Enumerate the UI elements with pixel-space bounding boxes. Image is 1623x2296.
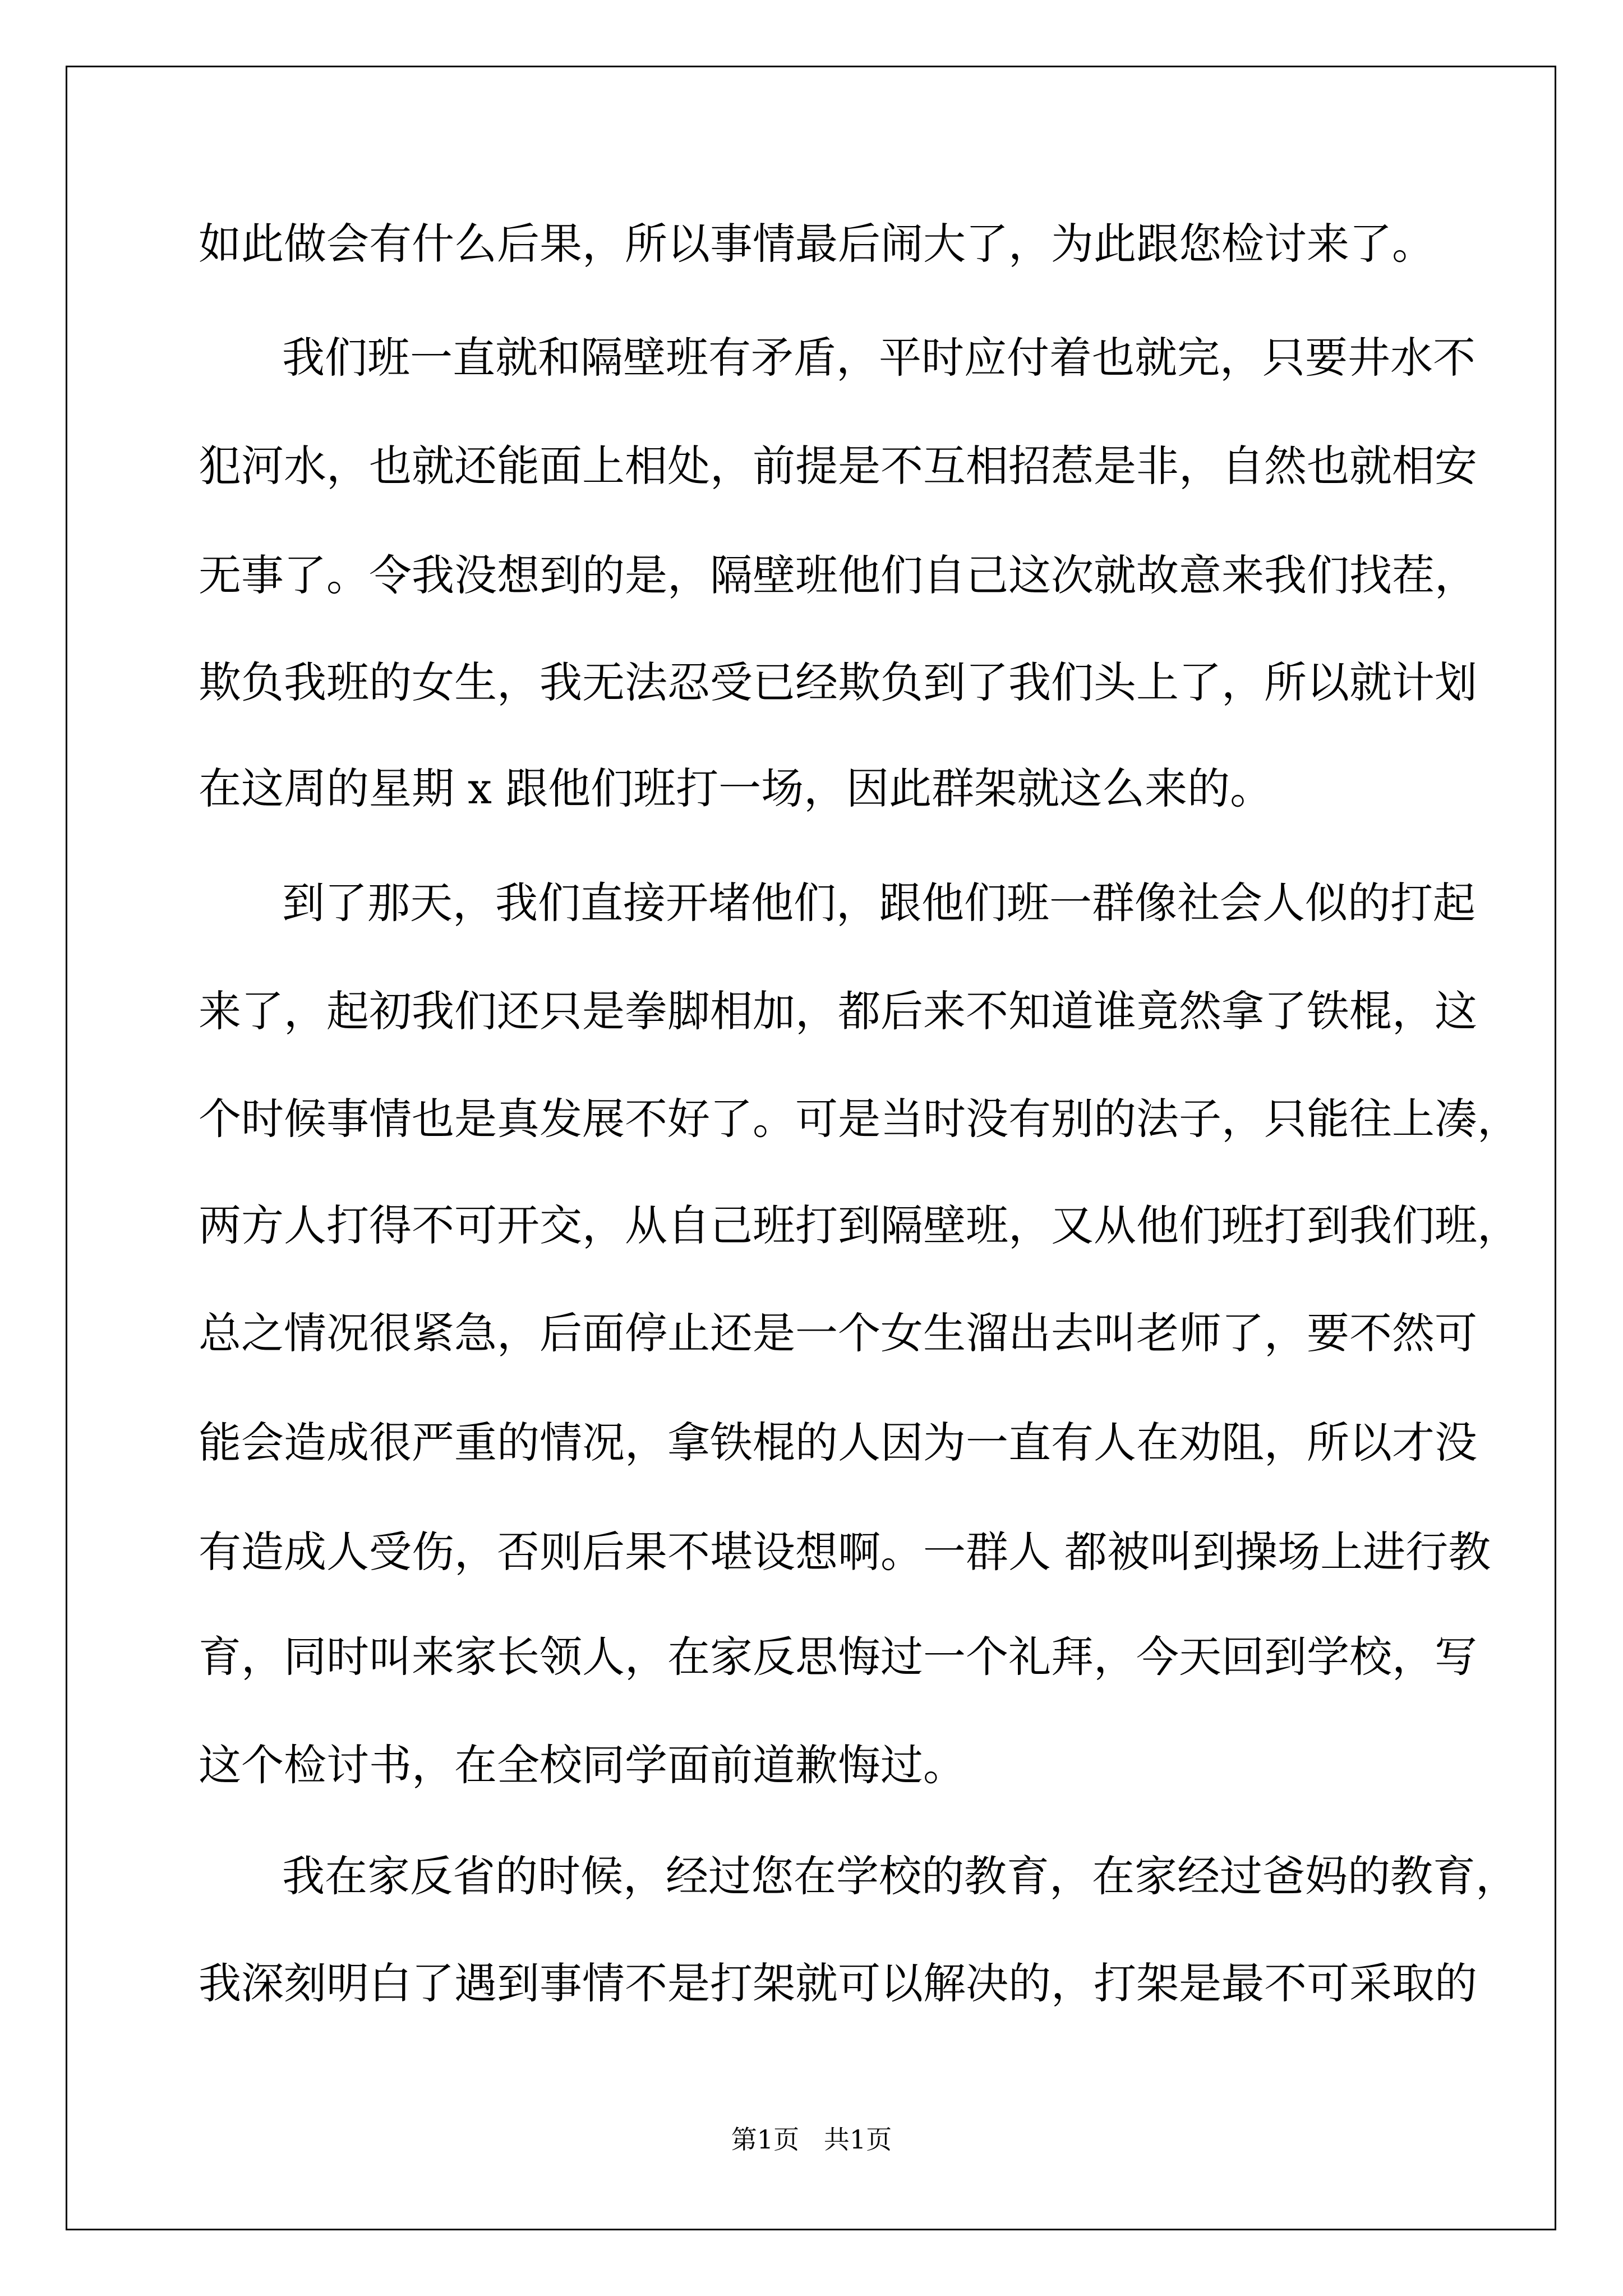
text-line: 有造成人受伤，否则后果不堪设想啊。一群人 都被叫到操场上进行教	[199, 1527, 1491, 1577]
paragraph-first-line: 我在家反省的时候，经过您在学校的教育，在家经过爸妈的教育，	[282, 1851, 1518, 1901]
page-number-footer: 第1页 共1页	[731, 2124, 892, 2155]
text-line: 两方人打得不可开交，从自己班打到隔壁班，又从他们班打到我们班，	[199, 1200, 1520, 1250]
text-line: 能会造成很严重的情况，拿铁棍的人因为一直有人在劝阻，所以才没	[199, 1418, 1477, 1467]
text-line: 无事了。令我没想到的是，隔壁班他们自己这次就故意来我们找茬，	[199, 550, 1477, 600]
page-border	[66, 66, 1556, 2230]
text-line: 这个检讨书，在全校同学面前道歉悔过。	[199, 1740, 966, 1790]
text-line: 欺负我班的女生，我无法忍受已经欺负到了我们头上了，所以就计划	[199, 657, 1477, 707]
text-line: 育，同时叫来家长领人，在家反思悔过一个礼拜，今天回到学校，写	[199, 1632, 1477, 1682]
paragraph-first-line: 到了那天，我们直接开堵他们，跟他们班一群像社会人似的打起	[282, 878, 1476, 928]
text-line: 我深刻明白了遇到事情不是打架就可以解决的，打架是最不可采取的	[199, 1958, 1477, 2008]
text-line: 犯河水，也就还能面上相处，前提是不互相招惹是非，自然也就相安	[199, 441, 1477, 491]
paragraph-first-line: 我们班一直就和隔壁班有矛盾，平时应付着也就完，只要井水不	[282, 333, 1476, 383]
text-line: 总之情况很紧急，后面停止还是一个女生溜出去叫老师了，要不然可	[199, 1308, 1477, 1358]
text-line: 个时候事情也是真发展不好了。可是当时没有别的法子，只能往上凑，	[199, 1094, 1520, 1144]
text-line: 在这周的星期 x 跟他们班打一场，因此群架就这么来的。	[199, 763, 1273, 813]
text-line: 来了，起初我们还只是拳脚相加，都后来不知道谁竟然拿了铁棍，这	[199, 986, 1477, 1036]
text-line: 如此做会有什么后果，所以事情最后闹大了，为此跟您检讨来了。	[199, 219, 1435, 269]
